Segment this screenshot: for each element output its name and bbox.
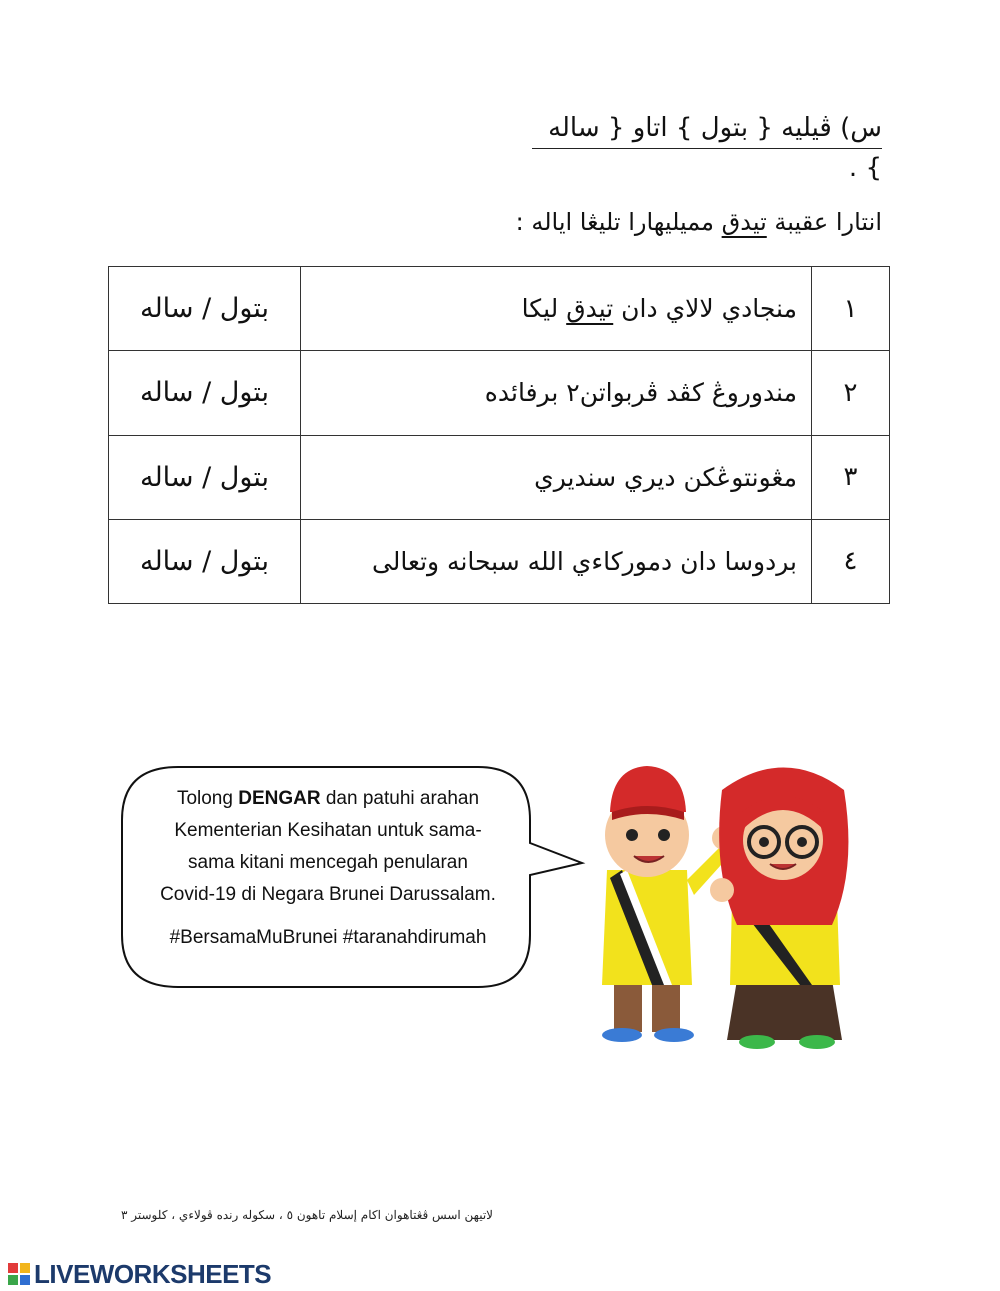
- instruction-text: [382, 200, 882, 244]
- answer-choice[interactable]: بتول / ساله: [109, 351, 301, 435]
- children-illustration: [572, 750, 872, 1050]
- answer-choice[interactable]: بتول / ساله: [109, 267, 301, 351]
- row-number: ٤: [812, 519, 890, 603]
- table-row: [109, 267, 890, 351]
- table-row: [109, 435, 890, 519]
- statement-underlined-word: تيدق: [566, 294, 614, 324]
- liveworksheets-logo[interactable]: [8, 1258, 271, 1290]
- footer-note: لاتيهن اسس ڤڠتاهوان اكام إسلام تاهون ٥ ، سکوله رنده ڤولاءي ، كلوستر ٣: [120, 1208, 493, 1222]
- row-number: ١: [812, 267, 890, 351]
- girl-figure: [710, 768, 848, 1050]
- bubble-line-1: Tolong DENGAR dan patuhi arahan: [176, 788, 480, 809]
- statement-text: [301, 351, 812, 435]
- answer-choice[interactable]: بتول / ساله: [109, 519, 301, 603]
- answer-choice[interactable]: بتول / ساله: [109, 435, 301, 519]
- statement-text: [301, 519, 812, 603]
- statement-part: بردوسا دان دموركاءي الله سبحانه وتعالى: [371, 546, 797, 576]
- row-number: ٣: [812, 435, 890, 519]
- speech-bubble: [118, 765, 588, 990]
- statement-part: مڠونتوڠكن ديري سنديري: [534, 462, 797, 492]
- bubble-hashtags: #BersamaMuBrunei #taranahdirumah: [169, 927, 487, 948]
- table-row: [109, 351, 890, 435]
- question-title: س) ڤيليه { بتول } اتاو { ساله } .: [532, 108, 882, 149]
- boy-figure: [602, 766, 736, 1042]
- statement-text: [301, 267, 812, 351]
- statement-text: [301, 435, 812, 519]
- table-row: [109, 519, 890, 603]
- bubble-message: [128, 783, 528, 911]
- statement-part: منجادي لالاي دان: [613, 294, 797, 324]
- logo-grid-icon: [8, 1263, 30, 1285]
- row-number: ٢: [812, 351, 890, 435]
- statement-part: مندوروڠ كڤد ڤربواتن٢ برفائده: [484, 378, 797, 408]
- question-table: [108, 266, 890, 604]
- instruction-part-2: مميليهارا تليڠا اياله :: [515, 208, 722, 236]
- logo-text: LIVEWORKSHEETS: [34, 1258, 272, 1289]
- bubble-line-3: sama kitani mencegah penularan: [188, 852, 468, 873]
- bubble-line-4: Covid-19 di Negara Brunei Darussalam.: [160, 884, 496, 905]
- bubble-line-2: Kementerian Kesihatan untuk sama-: [174, 820, 482, 841]
- instruction-part-1: انتارا عقيبة: [766, 208, 882, 236]
- statement-part: ليكا: [521, 294, 567, 324]
- instruction-underlined-word: تيدق: [721, 208, 767, 236]
